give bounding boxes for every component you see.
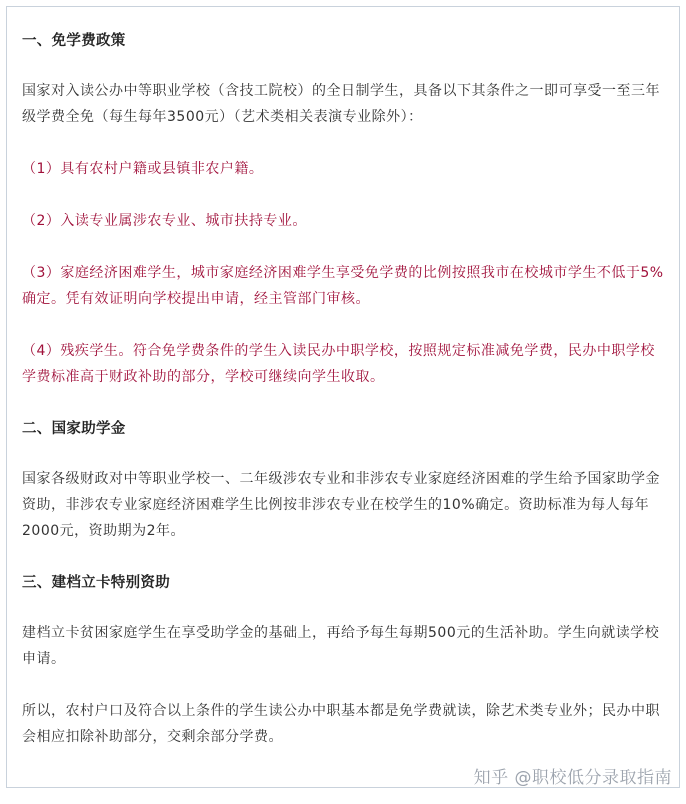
policy-item-2: （2）入读专业属涉农专业、城市扶持专业。: [22, 213, 307, 229]
grant-paragraph: 国家各级财政对中等职业学校一、二年级涉农专业和非涉农专业家庭经济困难的学生给予国家助学金资助，非涉农专业家庭经济困难学生比例按非涉农专业在校学生的10%确定。资助标准为每人每年2000元，资助期为2年。: [22, 471, 660, 539]
article-body: [22, 28, 667, 776]
heading-special-aid: 三、建档立卡特别资助: [22, 575, 170, 591]
conclusion-paragraph: 所以，农村户口及符合以上条件的学生读公办中职基本都是免学费就读，除艺术类专业外；民办中职会相应扣除补助部分，交剩余部分学费。: [22, 703, 660, 745]
zhihu-watermark: 知乎 @职校低分录取指南: [473, 768, 672, 788]
policy-item-4: （4）残疾学生。符合免学费条件的学生入读民办中职学校，按照规定标准减免学费，民办中职学校学费标准高于财政补助的部分，学校可继续向学生收取。: [22, 343, 655, 385]
heading-national-grant: 二、国家助学金: [22, 421, 126, 437]
heading-tuition-policy: 一、免学费政策: [22, 33, 126, 49]
policy-intro-paragraph: 国家对入读公办中等职业学校（含技工院校）的全日制学生，具备以下其条件之一即可享受一至三年级学费全免（每生每年3500元）（艺术类相关表演专业除外）：: [22, 83, 660, 125]
policy-item-3: （3）家庭经济困难学生，城市家庭经济困难学生享受免学费的比例按照我市在校城市学生不低于5%确定。凭有效证明向学校提出申请，经主管部门审核。: [22, 265, 664, 307]
special-aid-paragraph: 建档立卡贫困家庭学生在享受助学金的基础上，再给予每生每期500元的生活补助。学生向就读学校申请。: [22, 625, 660, 667]
policy-item-1: （1）具有农村户籍或县镇非农户籍。: [22, 161, 264, 177]
